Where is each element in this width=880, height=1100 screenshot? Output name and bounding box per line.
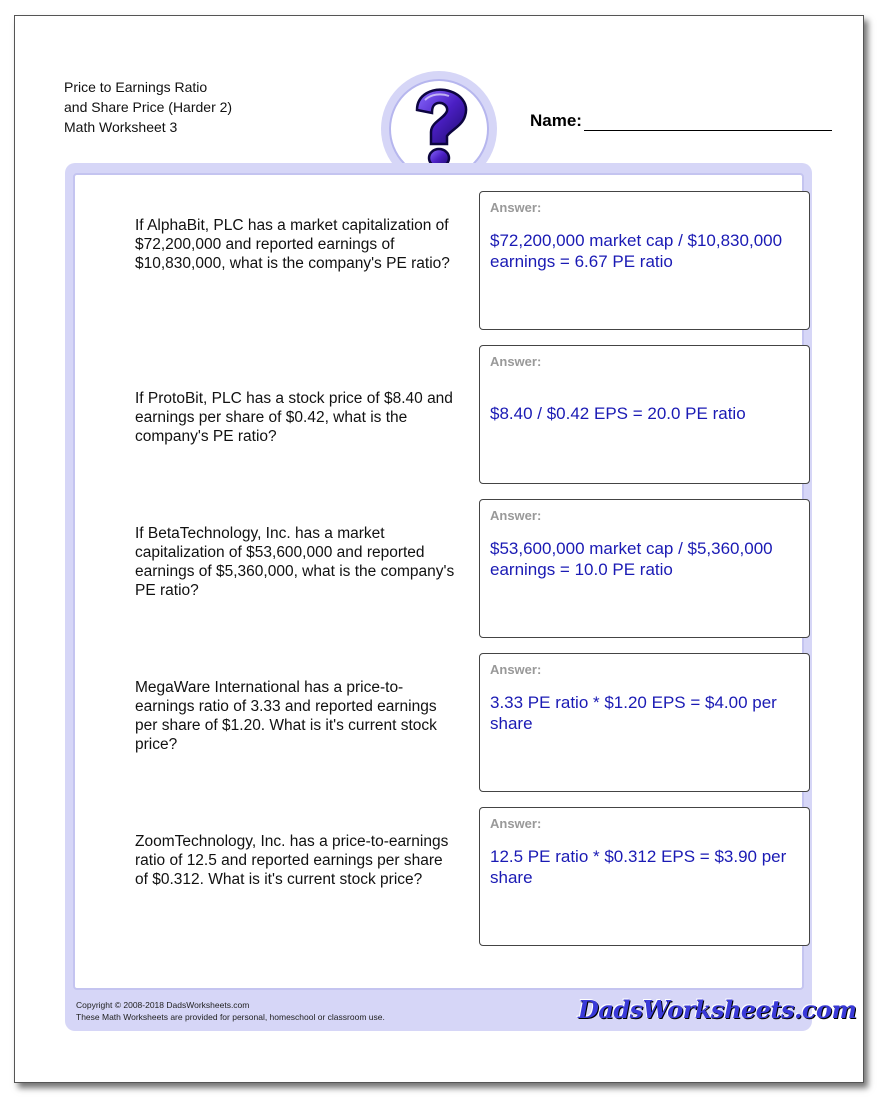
copyright-text: Copyright © 2008-2018 DadsWorksheets.com — [76, 1000, 250, 1010]
name-line[interactable] — [584, 113, 832, 131]
question-mark-icon — [403, 86, 475, 172]
answer-text-5: 12.5 PE ratio * $0.312 EPS = $3.90 per share — [490, 847, 787, 887]
question-5: ZoomTechnology, Inc. has a price-to-earnings ratio of 12.5 and reported earnings per share of $0.312. What is it's current stock price? — [135, 833, 449, 888]
title-line-2: and Share Price (Harder 2) — [64, 99, 233, 115]
answer-box-1 — [479, 191, 810, 330]
problems-frame — [65, 163, 812, 1031]
answer-label: Answer: — [490, 200, 542, 215]
answer-box-4 — [479, 653, 810, 792]
answer-box-2 — [479, 345, 810, 484]
answer-text-1: $72,200,000 market cap / $10,830,000 earnings = 6.67 PE ratio — [490, 231, 783, 271]
question-3: If BetaTechnology, Inc. has a market capitalization of $53,600,000 and reported earnings of $5,360,000, what is the company's PE ratio? — [135, 525, 455, 599]
answer-label: Answer: — [490, 662, 542, 677]
answer-box-5 — [479, 807, 810, 946]
title-line-1: Price to Earnings Ratio — [64, 79, 208, 95]
question-4: MegaWare International has a price-to-earnings ratio of 3.33 and reported earnings per share of $1.20. What is it's current stock price? — [135, 679, 437, 753]
usage-notice: These Math Worksheets are provided for personal, homeschool or classroom use. — [76, 1012, 385, 1022]
worksheet-page — [14, 15, 864, 1083]
answer-label: Answer: — [490, 508, 542, 523]
dadsworksheets-logo: DadsWorksheets.com — [578, 995, 857, 1024]
name-label: Name: — [530, 111, 582, 130]
worksheet-title — [64, 77, 232, 137]
answer-text-2: $8.40 / $0.42 EPS = 20.0 PE ratio — [490, 404, 746, 423]
answer-label: Answer: — [490, 354, 542, 369]
answer-text-3: $53,600,000 market cap / $5,360,000 earnings = 10.0 PE ratio — [490, 539, 773, 579]
footer-copyright — [76, 999, 385, 1023]
worksheet-subtitle: Math Worksheet 3 — [64, 119, 178, 135]
answer-text-4: 3.33 PE ratio * $1.20 EPS = $4.00 per share — [490, 693, 777, 733]
name-field[interactable] — [530, 111, 832, 131]
answer-box-3 — [479, 499, 810, 638]
answer-label: Answer: — [490, 816, 542, 831]
question-2: If ProtoBit, PLC has a stock price of $8.40 and earnings per share of $0.42, what is the company's PE ratio? — [135, 390, 453, 445]
question-1: If AlphaBit, PLC has a market capitalization of $72,200,000 and reported earnings of $10,830,000, what is the company's PE ratio? — [135, 217, 450, 272]
